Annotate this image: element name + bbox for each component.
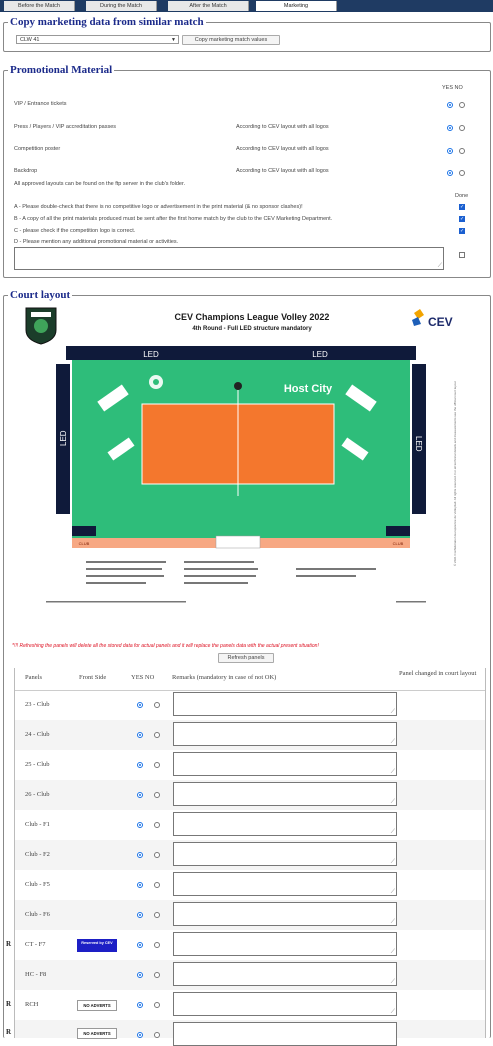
court-title: CEV Champions League Volley 2022 bbox=[174, 312, 330, 322]
promo-item-label: VIP / Entrance tickets bbox=[14, 101, 67, 107]
no-adverts-badge: NO ADVERTS bbox=[77, 1000, 117, 1011]
panel-no-radio[interactable] bbox=[154, 1002, 160, 1008]
resize-grip-icon: ⟋ bbox=[390, 1009, 395, 1015]
referee-stand bbox=[234, 382, 242, 390]
panels-table bbox=[6, 668, 486, 1038]
copy-marketing-legend: Copy marketing data from similar match bbox=[10, 16, 204, 28]
col-front-side: Front Side bbox=[79, 674, 107, 681]
panel-yes-radio[interactable] bbox=[137, 882, 143, 888]
promo-item-label: Competition poster bbox=[14, 146, 61, 152]
panel-no-radio[interactable] bbox=[154, 882, 160, 888]
remarks-textarea[interactable] bbox=[173, 842, 397, 866]
resize-grip-icon: ⟋ bbox=[390, 919, 395, 925]
table-row bbox=[6, 990, 485, 1020]
panel-no-radio[interactable] bbox=[154, 852, 160, 858]
club-label-left: CLUB bbox=[78, 541, 90, 546]
top-led-bar bbox=[66, 346, 416, 360]
panel-no-radio[interactable] bbox=[154, 822, 160, 828]
remarks-textarea[interactable] bbox=[173, 812, 397, 836]
table-row bbox=[15, 810, 485, 840]
tab-marketing[interactable]: Marketing bbox=[256, 1, 337, 11]
panel-yes-radio[interactable] bbox=[137, 972, 143, 978]
panel-yes-radio[interactable] bbox=[137, 732, 143, 738]
panel-name: HC - F8 bbox=[25, 971, 47, 978]
resize-grip-icon: ⟋ bbox=[390, 859, 395, 865]
resize-grip-icon: ⟋ bbox=[390, 739, 395, 745]
panel-no-radio[interactable] bbox=[154, 1032, 160, 1038]
resize-grip-icon: ⟋ bbox=[390, 889, 395, 895]
remarks-textarea[interactable] bbox=[173, 782, 397, 806]
reserved-by-cev-badge: Reserved by CEV bbox=[77, 939, 117, 952]
tab-before-match[interactable]: Before the Match bbox=[4, 1, 75, 11]
tab-after-match[interactable]: After the Match bbox=[168, 1, 249, 11]
promo-no-radio[interactable] bbox=[459, 148, 465, 154]
panel-no-radio[interactable] bbox=[154, 792, 160, 798]
chevron-down-icon: ▼ bbox=[171, 37, 176, 43]
col-panel-changed: Panel changed in court layout bbox=[399, 670, 477, 677]
resize-grip-icon: ⟋ bbox=[390, 799, 395, 805]
resize-grip-icon: ⟋ bbox=[390, 769, 395, 775]
tab-bar bbox=[0, 0, 493, 12]
table-row bbox=[15, 960, 485, 990]
col-remarks: Remarks (mandatory in case of not OK) bbox=[172, 674, 277, 681]
check-text: C - please check if the competition logo is correct. bbox=[14, 228, 136, 234]
table-row bbox=[15, 780, 485, 810]
check-text: A - Please double-check that there is no competitive logo or advertisement in the print material (& no sponsor clashes)! bbox=[14, 204, 303, 210]
done-checkbox[interactable] bbox=[459, 252, 465, 258]
promo-no-radio[interactable] bbox=[459, 125, 465, 131]
court-diagram bbox=[16, 306, 482, 616]
no-adverts-badge: NO ADVERTS bbox=[77, 1028, 117, 1039]
led-label-top-left: LED bbox=[143, 350, 159, 359]
remarks-textarea[interactable] bbox=[173, 902, 397, 926]
promo-item-label: Backdrop bbox=[14, 168, 38, 174]
remarks-textarea[interactable] bbox=[173, 752, 397, 776]
panel-name: Club - F6 bbox=[25, 911, 50, 918]
promo-yes-radio[interactable] bbox=[447, 102, 453, 108]
remarks-textarea[interactable] bbox=[173, 692, 397, 716]
panel-name: 23 - Club bbox=[25, 701, 50, 708]
refresh-panels-button[interactable]: Refresh panels bbox=[218, 653, 274, 663]
table-row bbox=[15, 870, 485, 900]
additional-material-textarea[interactable] bbox=[14, 247, 444, 270]
led-label-left: LED bbox=[59, 430, 68, 446]
table-row bbox=[15, 720, 485, 750]
promotional-material-legend: Promotional Material bbox=[10, 64, 113, 76]
promo-item-note: According to CEV layout with all logos bbox=[236, 168, 329, 174]
remarks-textarea[interactable] bbox=[173, 1022, 397, 1046]
panel-no-radio[interactable] bbox=[154, 702, 160, 708]
panel-name: 25 - Club bbox=[25, 761, 50, 768]
resize-grip-icon: ⟋ bbox=[437, 263, 442, 269]
table-row bbox=[6, 930, 485, 960]
panel-yes-radio[interactable] bbox=[137, 792, 143, 798]
panel-no-radio[interactable] bbox=[154, 942, 160, 948]
copy-marketing-fieldset bbox=[3, 16, 491, 52]
panel-no-radio[interactable] bbox=[154, 732, 160, 738]
court-subtitle: 4th Round - Full LED structure mandatory bbox=[192, 326, 312, 332]
col-panels: Panels bbox=[25, 674, 42, 681]
court-legend-lines bbox=[46, 561, 426, 603]
table-row bbox=[15, 900, 485, 930]
done-checkbox[interactable]: ✓ bbox=[460, 228, 465, 234]
resize-grip-icon: ⟋ bbox=[390, 709, 395, 715]
done-checkbox[interactable]: ✓ bbox=[460, 216, 465, 222]
table-row bbox=[15, 690, 485, 720]
panel-no-radio[interactable] bbox=[154, 912, 160, 918]
promo-item-note: According to CEV layout with all logos bbox=[236, 124, 329, 130]
promotional-material-fieldset bbox=[3, 64, 491, 278]
panel-name: RCH bbox=[25, 1001, 39, 1008]
promo-no-radio[interactable] bbox=[459, 170, 465, 176]
resize-grip-icon: ⟋ bbox=[390, 979, 395, 985]
court-layout-legend: Court layout bbox=[10, 289, 71, 301]
cev-logo bbox=[412, 309, 453, 329]
remarks-textarea[interactable] bbox=[173, 872, 397, 896]
panel-yes-radio[interactable] bbox=[137, 762, 143, 768]
similar-match-select[interactable] bbox=[16, 35, 179, 44]
remarks-textarea[interactable] bbox=[173, 992, 397, 1016]
promo-yes-radio[interactable] bbox=[447, 148, 453, 154]
done-header: Done bbox=[455, 193, 469, 199]
copy-marketing-values-button[interactable]: Copy marketing match values bbox=[182, 35, 280, 45]
promo-item-note: According to CEV layout with all logos bbox=[236, 146, 329, 152]
panel-name: Club - F5 bbox=[25, 881, 50, 888]
led-label-right: LED bbox=[414, 436, 423, 452]
reserved-prefix: R bbox=[6, 1000, 12, 1008]
panel-name: Club - F1 bbox=[25, 821, 50, 828]
check-text: B - A copy of all the print materials produced must be sent after the first home match by the club to the CEV Marketing Department. bbox=[14, 216, 333, 222]
panel-name: Club - F2 bbox=[25, 851, 50, 858]
reserved-prefix: R bbox=[6, 940, 12, 948]
panel-yes-radio[interactable] bbox=[137, 942, 143, 948]
resize-grip-icon: ⟋ bbox=[390, 829, 395, 835]
refresh-warning: *!!! Refreshing the panels will delete all the stored data for actual panels and it will replace the panels data with the actual present situation! bbox=[12, 643, 319, 649]
yes-no-header: YES NO bbox=[442, 85, 463, 91]
bottom-center-panel bbox=[216, 536, 260, 548]
similar-match-value: CLW 41 bbox=[20, 37, 40, 43]
court-layout-image bbox=[16, 306, 482, 616]
panel-yes-radio[interactable] bbox=[137, 1032, 143, 1038]
panel-no-radio[interactable] bbox=[154, 972, 160, 978]
promo-yes-radio[interactable] bbox=[447, 170, 453, 176]
promo-no-radio[interactable] bbox=[459, 102, 465, 108]
copyright-text: © 2021 Confédération Européenne de Volleyball. All rights reserved. For all technical details and measurements see the official court layout bbox=[453, 381, 457, 566]
resize-grip-icon: ⟋ bbox=[390, 949, 395, 955]
panel-yes-radio[interactable] bbox=[137, 822, 143, 828]
table-row bbox=[6, 1020, 485, 1038]
panel-no-radio[interactable] bbox=[154, 762, 160, 768]
ftp-note: All approved layouts can be found on the ftp server in the club's folder. bbox=[14, 181, 186, 187]
cev-brand-text: CEV bbox=[428, 315, 453, 329]
promo-yes-radio[interactable] bbox=[447, 125, 453, 131]
bottom-club-bar bbox=[386, 526, 410, 536]
done-checkbox[interactable]: ✓ bbox=[460, 204, 465, 210]
panel-yes-radio[interactable] bbox=[137, 852, 143, 858]
remarks-textarea[interactable] bbox=[173, 962, 397, 986]
table-row bbox=[15, 750, 485, 780]
reserved-prefix: R bbox=[6, 1028, 12, 1036]
promo-item-label: Press / Players / VIP accreditation passes bbox=[14, 124, 116, 130]
remarks-textarea[interactable] bbox=[173, 722, 397, 746]
remarks-textarea[interactable] bbox=[173, 932, 397, 956]
club-logo bbox=[26, 308, 56, 344]
panel-name: 24 - Club bbox=[25, 731, 50, 738]
check-text: D - Please mention any additional promotional material or activities. bbox=[14, 239, 179, 245]
host-city-text: Host City bbox=[283, 383, 333, 395]
champions-league-logo bbox=[149, 375, 163, 389]
panel-name: CT - F7 bbox=[25, 941, 46, 948]
bottom-club-bar bbox=[72, 526, 96, 536]
panel-yes-radio[interactable] bbox=[137, 912, 143, 918]
table-header bbox=[15, 668, 485, 691]
panel-name: 26 - Club bbox=[25, 791, 50, 798]
led-label-top-right: LED bbox=[312, 350, 328, 359]
col-yes-no: YES NO bbox=[131, 674, 155, 681]
table-row bbox=[15, 840, 485, 870]
club-label-right: CLUB bbox=[392, 541, 404, 546]
panel-yes-radio[interactable] bbox=[137, 702, 143, 708]
panel-yes-radio[interactable] bbox=[137, 1002, 143, 1008]
tab-during-match[interactable]: During the Match bbox=[86, 1, 157, 11]
